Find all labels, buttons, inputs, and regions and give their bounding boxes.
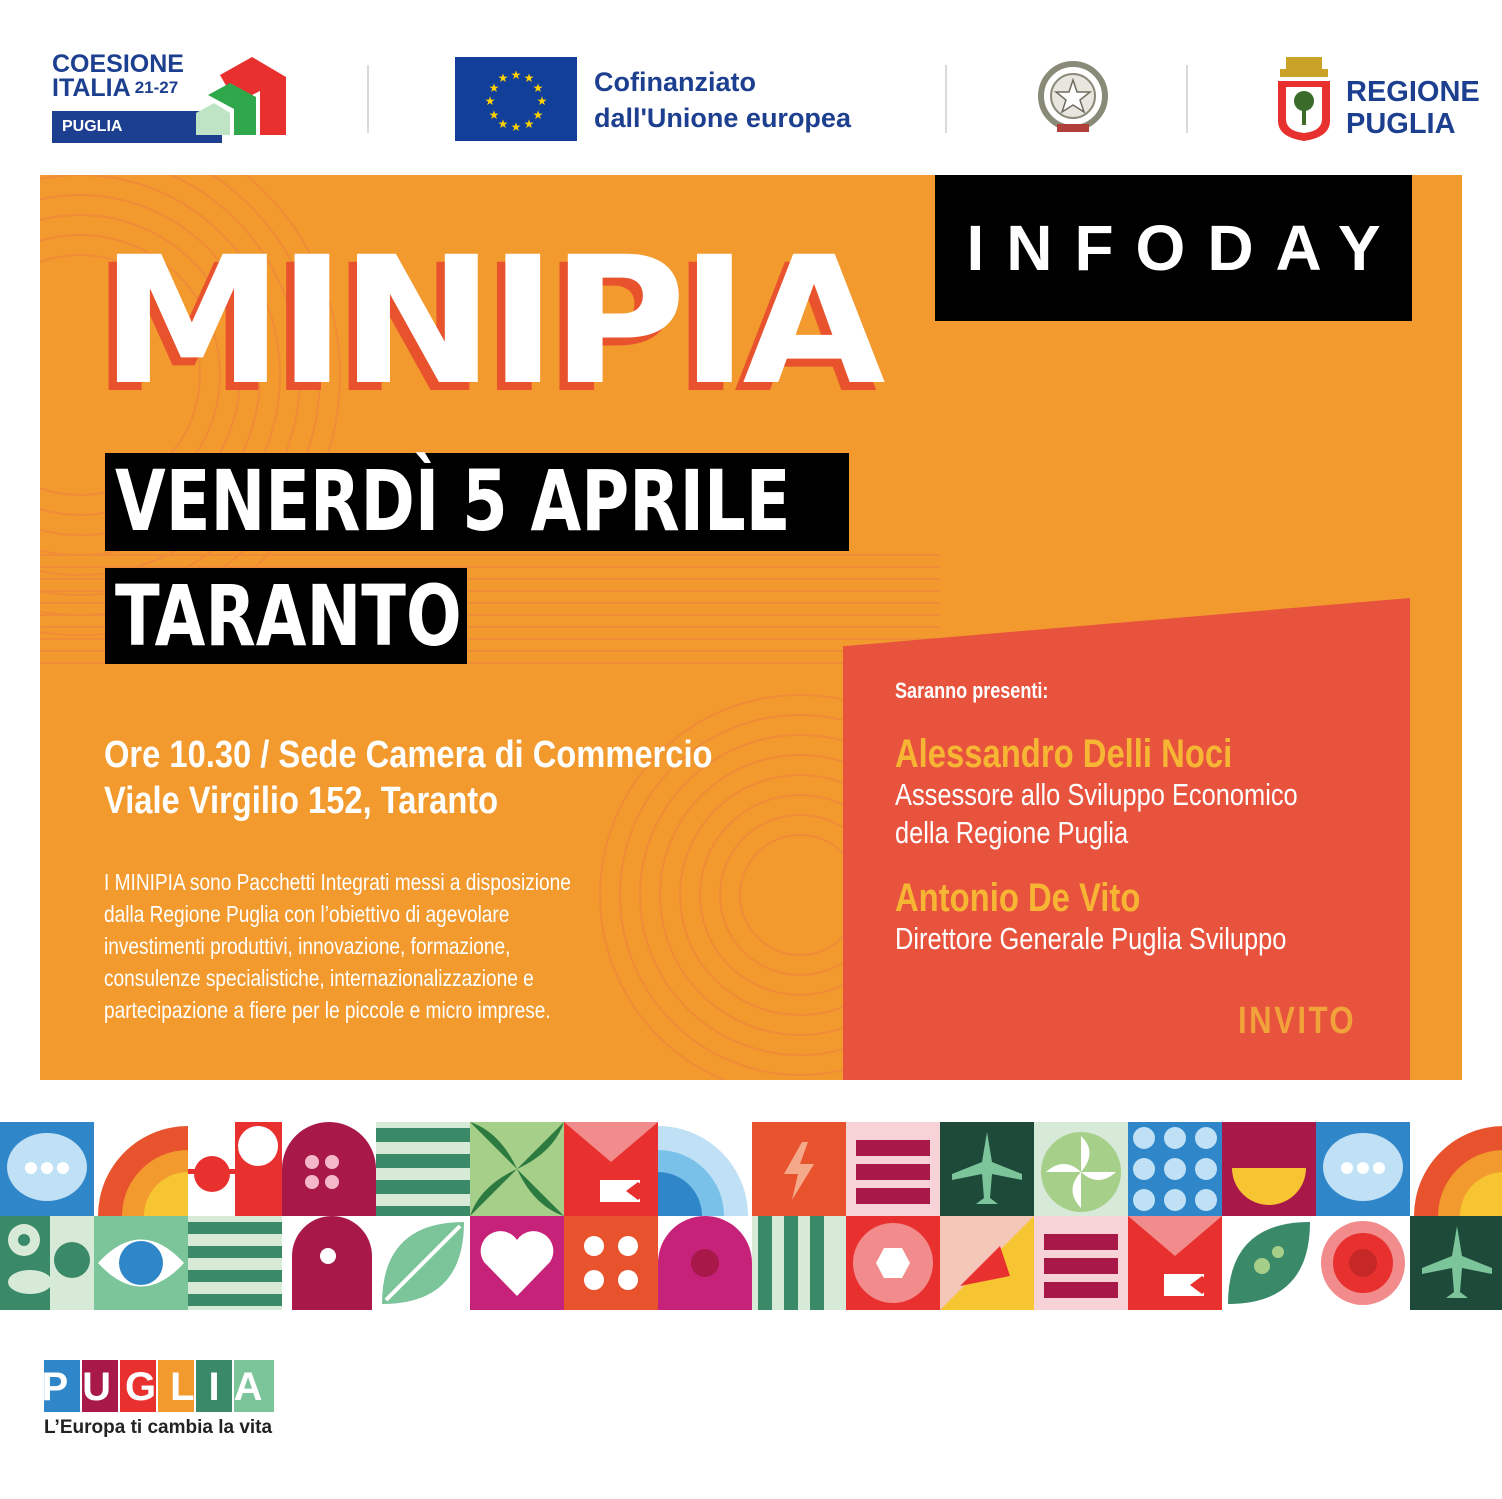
footer-tagline: L’Europa ti cambia la vita (44, 1417, 273, 1438)
italia-word: ITALIA (52, 74, 131, 102)
coesione-arrow-icon (190, 55, 290, 145)
header-divider (945, 65, 947, 133)
event-city-text: TARANTO (115, 567, 462, 665)
svg-text:★: ★ (488, 108, 500, 122)
envelope-icon (1128, 1216, 1222, 1310)
speaker-role-line: della Regione Puglia (895, 815, 1129, 850)
svg-text:★: ★ (532, 81, 544, 95)
cloud-icon (0, 1216, 94, 1310)
airplane-icon (1410, 1216, 1502, 1310)
description-line: partecipazione a fiere per le piccole e micro imprese. (104, 997, 551, 1023)
speaker-role-line: Assessore allo Sviluppo Economico (895, 777, 1298, 812)
flower-icon (1034, 1122, 1128, 1216)
lightning-icon (752, 1122, 846, 1216)
stripes-vertical-icon (752, 1216, 846, 1310)
event-city (105, 568, 467, 664)
description-line: dalla Regione Puglia con l’obiettivo di agevolare (104, 901, 510, 927)
stripes-icon (188, 1216, 282, 1310)
speech-bubble-icon (1316, 1122, 1410, 1216)
speaker-name (895, 876, 1194, 920)
speakers-heading (895, 678, 1082, 704)
eu-line2: dall'Unione europea (594, 103, 851, 133)
geometric-triangles-icon (940, 1216, 1034, 1310)
svg-text:★: ★ (532, 108, 544, 122)
italian-emblem-icon (1035, 58, 1111, 138)
leaf-icon (1222, 1216, 1316, 1310)
regione-word: REGIONE (1346, 76, 1480, 108)
event-date (105, 453, 849, 551)
eu-cofinanced-text (594, 64, 851, 136)
puglia-brand-word: PUGLIA (44, 1365, 277, 1409)
sun-arc-icon (1410, 1122, 1502, 1216)
svg-text:★: ★ (484, 94, 496, 108)
svg-text:★: ★ (497, 117, 509, 131)
svg-text:★: ★ (497, 71, 509, 85)
half-sun-icon (1222, 1122, 1316, 1216)
coesione-word: COESIONE (52, 50, 184, 78)
event-description (104, 866, 724, 1026)
speaker-name-text: Antonio De Vito (895, 876, 1141, 920)
invito-text: INVITO (1238, 1000, 1357, 1042)
circle-grid-icon (1128, 1122, 1222, 1216)
profile-head-icon (282, 1216, 376, 1310)
svg-text:★: ★ (523, 71, 535, 85)
sun-arc-icon (94, 1122, 188, 1216)
decorative-mosaic (0, 1122, 1502, 1310)
eu-line1: Cofinanziato (594, 67, 756, 97)
header-divider (367, 65, 369, 133)
description-line: consulenze specialistiche, internazionalizzazione e (104, 965, 534, 991)
svg-text:★: ★ (536, 94, 548, 108)
speaker-role (895, 920, 1372, 958)
bars-icon (846, 1122, 940, 1216)
header-divider (1186, 65, 1188, 133)
invito-label (1238, 1000, 1382, 1043)
infoday-badge: INFODAY (935, 175, 1412, 321)
svg-text:★: ★ (523, 117, 535, 131)
svg-text:★: ★ (510, 68, 522, 82)
puglia-word: PUGLIA (1346, 108, 1456, 140)
envelope-icon (564, 1122, 658, 1216)
coesione-region-bar: PUGLIA (52, 111, 222, 143)
regione-puglia-crest-icon (1274, 55, 1334, 145)
speaker-role (895, 776, 1386, 852)
regione-puglia-text (1346, 76, 1480, 140)
svg-text:★: ★ (488, 81, 500, 95)
airplane-icon (940, 1122, 1034, 1216)
heart-icon (470, 1216, 564, 1310)
event-title: MINIPIA (100, 219, 880, 424)
dials-icon (564, 1216, 658, 1310)
leaf-pinwheel-icon (470, 1122, 564, 1216)
venue-address: Viale Virgilio 152, Taranto (104, 780, 499, 822)
coesione-logo-text (52, 52, 184, 100)
eu-flag-icon (455, 57, 577, 141)
target-icon (1316, 1216, 1410, 1310)
puglia-brand-logo (44, 1360, 284, 1417)
bars-icon (1034, 1216, 1128, 1310)
svg-text:★: ★ (510, 120, 522, 134)
coesione-years: 21-27 (134, 78, 179, 97)
speech-bubble-icon (0, 1122, 94, 1216)
hexagon-icon (846, 1216, 940, 1310)
speaker-name (895, 732, 1306, 776)
speaker-name-text: Alessandro Delli Noci (895, 732, 1233, 776)
speaker-role-line: Direttore Generale Puglia Sviluppo (895, 921, 1287, 956)
event-venue (104, 732, 812, 824)
geometric-shape-icon (188, 1122, 282, 1216)
leaf-icon (376, 1216, 470, 1310)
stripes-icon (376, 1122, 470, 1216)
description-line: I MINIPIA sono Pacchetti Integrati messi a disposizione (104, 869, 571, 895)
event-date-text: VENERDÌ 5 APRILE (115, 452, 791, 550)
water-arc-icon (658, 1122, 752, 1216)
dots-dome-icon (282, 1122, 376, 1216)
speakers-heading-text: Saranno presenti: (895, 678, 1049, 703)
description-line: investimenti produttivi, innovazione, formazione, (104, 933, 511, 959)
venue-time-place: Ore 10.30 / Sede Camera di Commercio (104, 734, 713, 776)
dome-icon (658, 1216, 752, 1310)
eye-icon (94, 1216, 188, 1310)
